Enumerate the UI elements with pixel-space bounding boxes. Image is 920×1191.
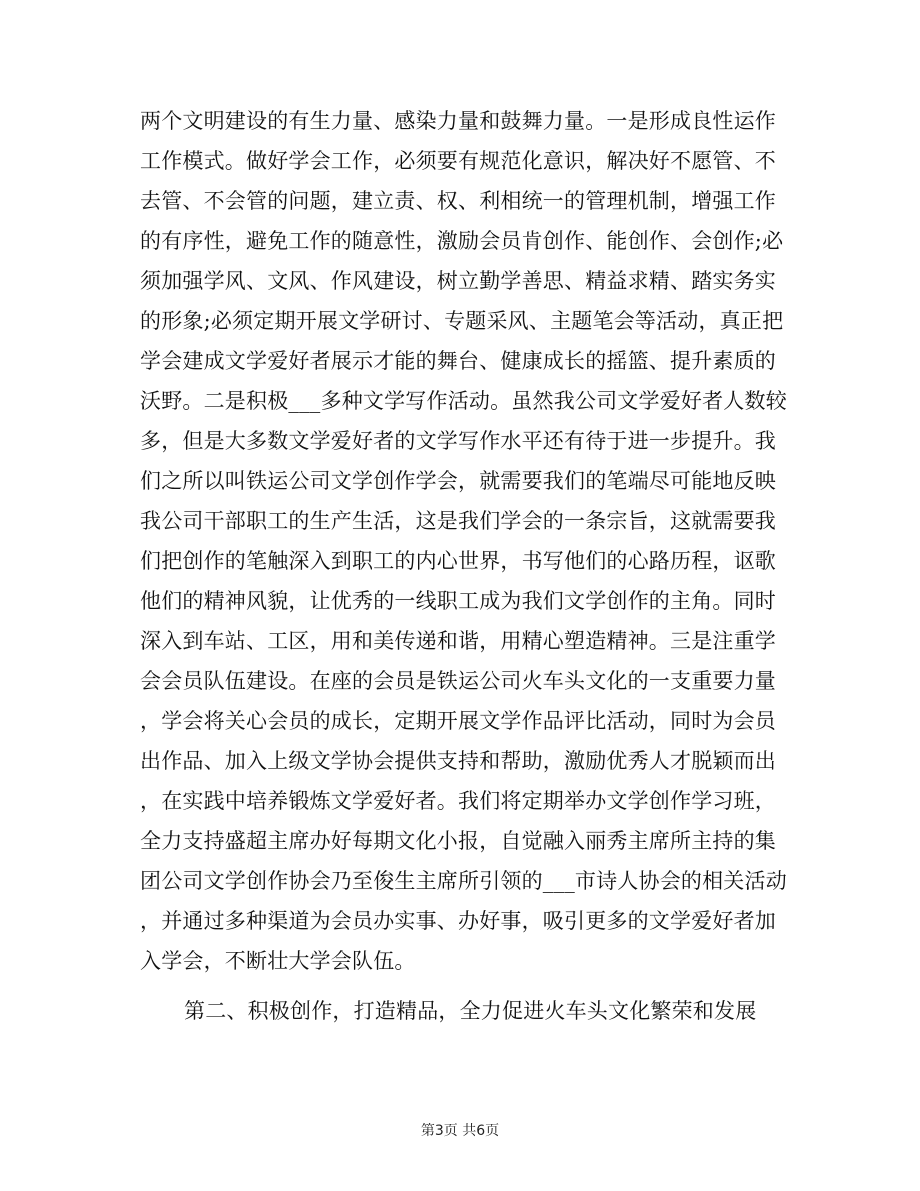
text-line: 的形象;必须定期开展文学研讨、专题采风、主题笔会等活动，真正把 xyxy=(140,309,784,333)
text-line: 我公司干部职工的生产生活，这是我们学会的一条宗旨，这就需要我 xyxy=(140,509,776,533)
text-line: 入学会，不断壮大学会队伍。 xyxy=(140,949,416,973)
text-line: 学会建成文学爱好者展示才能的舞台、健康成长的摇篮、提升素质的 xyxy=(140,349,776,373)
text-line: 须加强学风、文风、作风建设，树立勤学善思、精益求精、踏实务实 xyxy=(140,269,776,293)
page-number: 第3页 共6页 xyxy=(420,1123,500,1139)
text-line: 会会员队伍建设。在座的会员是铁运公司火车头文化的一支重要力量 xyxy=(140,669,776,693)
body-text xyxy=(140,101,787,1031)
text-line: 们把创作的笔触深入到职工的内心世界，书写他们的心路历程，讴歌 xyxy=(140,549,776,573)
text-line: 工作模式。做好学会工作，必须要有规范化意识，解决好不愿管、不 xyxy=(140,149,776,173)
text-line: 沃野。二是积极___多种文学写作活动。虽然我公司文学爱好者人数较 xyxy=(140,389,787,413)
section-heading: 第二、积极创作，打造精品，全力促进火车头文化繁荣和发展 xyxy=(184,999,757,1023)
text-line: 全力支持盛超主席办好每期文化小报，自觉融入丽秀主席所主持的集 xyxy=(140,829,776,853)
text-line: ，在实践中培养锻炼文学爱好者。我们将定期举办文学创作学习班， xyxy=(140,789,776,813)
text-line: 深入到车站、工区，用和美传递和谐，用精心塑造精神。三是注重学 xyxy=(140,629,776,653)
text-line: ，学会将关心会员的成长，定期开展文学作品评比活动，同时为会员 xyxy=(140,709,776,733)
text-line: 的有序性，避免工作的随意性，激励会员肯创作、能创作、会创作;必 xyxy=(140,229,784,253)
text-line: 去管、不会管的问题，建立责、权、利相统一的管理机制，增强工作 xyxy=(140,189,776,213)
text-line: 多，但是大多数文学爱好者的文学写作水平还有待于进一步提升。我 xyxy=(140,429,776,453)
text-line: ，并通过多种渠道为会员办实事、办好事，吸引更多的文学爱好者加 xyxy=(140,909,776,933)
text-line: 出作品、加入上级文学协会提供支持和帮助，激励优秀人才脱颖而出 xyxy=(140,749,776,773)
text-line: 两个文明建设的有生力量、感染力量和鼓舞力量。一是形成良性运作 xyxy=(140,109,776,133)
text-line: 团公司文学创作协会乃至俊生主席所引领的___市诗人协会的相关活动 xyxy=(140,869,787,893)
text-line: 他们的精神风貌，让优秀的一线职工成为我们文学创作的主角。同时 xyxy=(140,589,776,613)
text-line: 们之所以叫铁运公司文学创作学会，就需要我们的笔端尽可能地反映 xyxy=(140,469,776,493)
